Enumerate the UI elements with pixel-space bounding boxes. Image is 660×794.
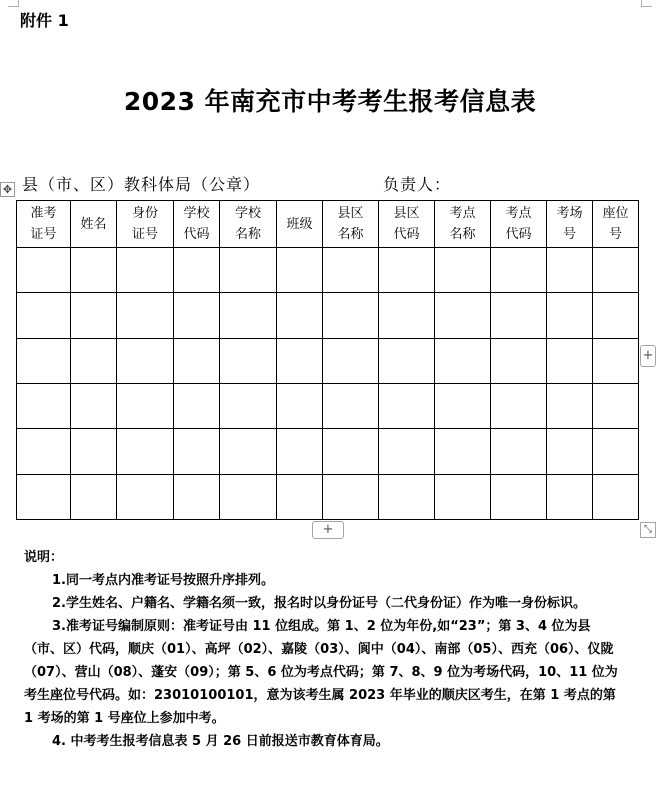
table-cell[interactable]: [491, 338, 547, 383]
column-header-label: 考场号: [556, 206, 583, 242]
table-cell[interactable]: [117, 383, 174, 428]
add-row-plus-icon[interactable]: +: [312, 521, 344, 539]
column-header-label: 姓名: [80, 216, 107, 232]
column-header: [435, 201, 491, 248]
column-header: [117, 201, 174, 248]
column-header-label: 学校代码: [183, 206, 210, 242]
table-cell[interactable]: [547, 248, 593, 293]
table-cell[interactable]: [547, 474, 593, 519]
table-cell[interactable]: [220, 383, 277, 428]
table-cell[interactable]: [220, 429, 277, 474]
table-cell[interactable]: [379, 474, 435, 519]
table-cell[interactable]: [220, 474, 277, 519]
column-header-label: 身份证号: [131, 206, 158, 242]
responsible-person-label: 负责人：: [383, 175, 452, 194]
table-cell[interactable]: [593, 383, 639, 428]
table-cell[interactable]: [379, 293, 435, 338]
table-row: [17, 383, 639, 428]
table-cell[interactable]: [491, 293, 547, 338]
plus-icon[interactable]: +: [640, 345, 656, 367]
note-item-2: 2.学生姓名、户籍名、学籍名须一致，报名时以身份证号（二代身份证）作为唯一身份标识。: [52, 596, 586, 611]
table-cell[interactable]: [117, 474, 174, 519]
table-cell[interactable]: [435, 248, 491, 293]
registration-info-table: [16, 200, 639, 520]
table-cell[interactable]: [323, 248, 379, 293]
column-header-label: 县区名称: [337, 206, 364, 242]
column-header-label: 学校名称: [234, 206, 261, 242]
column-header: [277, 201, 323, 248]
table-cell[interactable]: [323, 338, 379, 383]
table-header-row: [17, 201, 639, 248]
column-header-label: 班级: [286, 216, 313, 232]
table-cell[interactable]: [547, 293, 593, 338]
table-cell[interactable]: [220, 293, 277, 338]
unit-seal-label: 县（市、区）教科体局（公章）: [22, 175, 261, 194]
table-cell[interactable]: [17, 429, 71, 474]
table-cell[interactable]: [323, 293, 379, 338]
table-cell[interactable]: [117, 248, 174, 293]
column-header: [17, 201, 71, 248]
note-item-1: 1.同一考点内准考证号按照升序排列。: [52, 573, 274, 588]
table-row: [17, 248, 639, 293]
table-cell[interactable]: [435, 383, 491, 428]
column-header-label: 考点名称: [449, 206, 476, 242]
table-cell[interactable]: [277, 338, 323, 383]
table-cell[interactable]: [491, 383, 547, 428]
table-cell[interactable]: [435, 474, 491, 519]
table-cell[interactable]: [17, 293, 71, 338]
table-cell[interactable]: [17, 474, 71, 519]
resize-icon[interactable]: ⤡: [640, 522, 656, 538]
table-cell[interactable]: [491, 474, 547, 519]
table-cell[interactable]: [71, 429, 117, 474]
table-cell[interactable]: [277, 429, 323, 474]
column-header: [174, 201, 220, 248]
table-cell[interactable]: [547, 429, 593, 474]
table-row: [17, 338, 639, 383]
column-header-label: 考点代码: [505, 206, 532, 242]
column-header: [71, 201, 117, 248]
table-cell[interactable]: [593, 474, 639, 519]
table-cell[interactable]: [71, 383, 117, 428]
table-cell[interactable]: [547, 383, 593, 428]
table-row: [17, 474, 639, 519]
column-header: [593, 201, 639, 248]
note-item-4: 4. 中考考生报考信息表 5 月 26 日前报送市教育体育局。: [52, 734, 389, 749]
table-cell[interactable]: [435, 293, 491, 338]
table-cell[interactable]: [71, 293, 117, 338]
notes-section: [24, 546, 620, 753]
column-header-label: 座位号: [602, 206, 629, 242]
move-icon[interactable]: ✥: [0, 182, 15, 197]
table-cell[interactable]: [277, 248, 323, 293]
table-cell[interactable]: [593, 248, 639, 293]
table-cell[interactable]: [491, 429, 547, 474]
column-header: [379, 201, 435, 248]
table-cell[interactable]: [379, 248, 435, 293]
table-cell[interactable]: [117, 429, 174, 474]
table-cell[interactable]: [277, 474, 323, 519]
table-cell[interactable]: [17, 248, 71, 293]
table-cell[interactable]: [547, 338, 593, 383]
table-cell[interactable]: [71, 248, 117, 293]
column-header: [323, 201, 379, 248]
table-cell[interactable]: [435, 429, 491, 474]
table-cell[interactable]: [435, 338, 491, 383]
table-cell[interactable]: [323, 383, 379, 428]
table-cell[interactable]: [174, 383, 220, 428]
column-header: [491, 201, 547, 248]
notes-heading: 说明：: [24, 550, 64, 565]
table-cell[interactable]: [174, 429, 220, 474]
table-cell[interactable]: [593, 293, 639, 338]
table-cell[interactable]: [277, 383, 323, 428]
table-row: [17, 429, 639, 474]
table-cell[interactable]: [220, 338, 277, 383]
table-cell[interactable]: [379, 429, 435, 474]
table-row: [17, 293, 639, 338]
page-title: 2023 年南充市中考考生报考信息表: [123, 87, 537, 116]
column-header-label: 县区代码: [393, 206, 420, 242]
page-corner-mark-right: [641, 0, 652, 7]
table-cell[interactable]: [593, 338, 639, 383]
column-header: [547, 201, 593, 248]
attachment-label: 附件 1: [20, 11, 69, 30]
table-cell[interactable]: [491, 248, 547, 293]
page-corner-mark-left: [8, 0, 19, 7]
column-header-label: 准考证号: [30, 206, 57, 242]
table-cell[interactable]: [17, 338, 71, 383]
table-cell[interactable]: [174, 474, 220, 519]
table-cell[interactable]: [220, 248, 277, 293]
note-item-3: 3.准考证号编制原则：准考证号由 11 位组成。第 1、2 位为年份,如“23”；第 3、4 位为县（市、区）代码，顺庆（01）、高坪（02）、嘉陵（03）、阆中（04）、南部（05）、西充（06）、仪陇（07）、营山（08）、蓬安（09）；第 5、6 位为考点代码；第 7、8、9 位为考场代码，10、11 位为考生座位号代码。如：23010100101，意为该考生属 2023 年毕业的顺庆区考生，在第 1 考点的第 1 考场的第 1 号座位上参加中考。: [24, 619, 618, 726]
table-cell[interactable]: [117, 293, 174, 338]
table-cell[interactable]: [379, 338, 435, 383]
table-cell[interactable]: [323, 429, 379, 474]
table-cell[interactable]: [71, 474, 117, 519]
column-header: [220, 201, 277, 248]
table-cell[interactable]: [174, 248, 220, 293]
table-cell[interactable]: [174, 293, 220, 338]
table-cell[interactable]: [174, 338, 220, 383]
table-cell[interactable]: [71, 338, 117, 383]
table-cell[interactable]: [593, 429, 639, 474]
table-cell[interactable]: [17, 383, 71, 428]
table-cell[interactable]: [379, 383, 435, 428]
table-cell[interactable]: [277, 293, 323, 338]
table-cell[interactable]: [323, 474, 379, 519]
table-cell[interactable]: [117, 338, 174, 383]
